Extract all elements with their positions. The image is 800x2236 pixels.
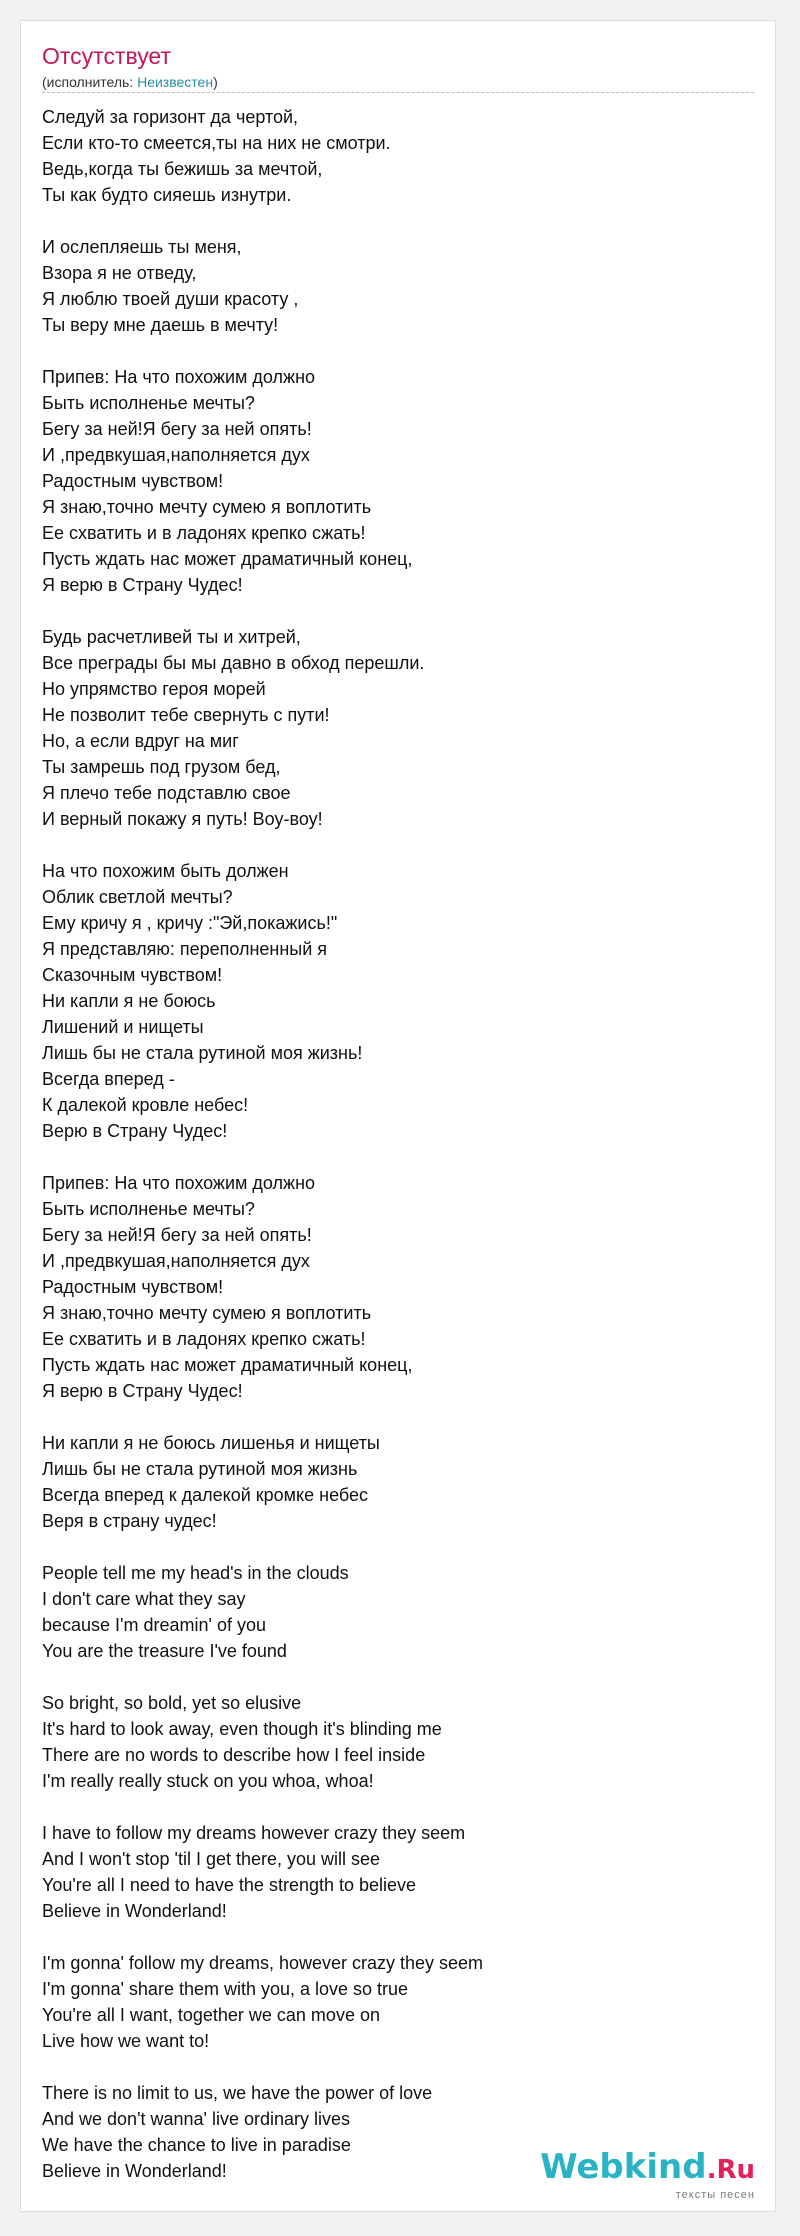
logo-tagline: тексты песен xyxy=(675,2189,755,2201)
lyric-line: Лишь бы не стала рутиной моя жизнь xyxy=(42,1459,358,1479)
lyrics-stanza xyxy=(42,234,742,338)
lyrics-stanza xyxy=(42,1690,742,1794)
lyric-line: You are the treasure I've found xyxy=(42,1641,287,1661)
lyric-line: Радостным чувством! xyxy=(42,1277,224,1297)
artist-prefix: (исполнитель: xyxy=(42,74,138,90)
lyric-line: Взора я не отведу, xyxy=(42,263,197,283)
lyric-line: Все преграды бы мы давно в обход перешли. xyxy=(42,653,425,673)
lyric-line: Лишений и нищеты xyxy=(42,1017,204,1037)
lyric-line: Я верю в Страну Чудес! xyxy=(42,575,243,595)
lyric-line: Сказочным чувством! xyxy=(42,965,223,985)
lyric-line: I'm gonna' follow my dreams, however crazy they seem xyxy=(42,1953,484,1973)
lyric-line: It's hard to look away, even though it's blinding me xyxy=(42,1719,442,1739)
lyric-line: Следуй за горизонт да чертой, xyxy=(42,107,299,127)
lyric-line: So bright, so bold, yet so elusive xyxy=(42,1693,302,1713)
lyric-line: Пусть ждать нас может драматичный конец, xyxy=(42,549,413,569)
lyric-line: Ты замрешь под грузом бед, xyxy=(42,757,281,777)
lyric-line: Ты как будто сияешь изнутри. xyxy=(42,185,292,205)
lyric-line: Ее схватить и в ладонях крепко сжать! xyxy=(42,523,366,543)
lyric-line: And we don't wanna' live ordinary lives xyxy=(42,2109,351,2129)
lyric-line: Веря в страну чудес! xyxy=(42,1511,217,1531)
lyric-line: На что похожим быть должен xyxy=(42,861,289,881)
lyrics-stanza xyxy=(42,1950,742,2054)
title-divider xyxy=(42,92,754,93)
artist-suffix: ) xyxy=(213,74,218,90)
lyric-line: Я плечо тебе подставлю свое xyxy=(42,783,291,803)
lyric-line: Ему кричу я , кричу :"Эй,покажись!" xyxy=(42,913,338,933)
lyric-line: Всегда вперед к далекой кромке небес xyxy=(42,1485,369,1505)
lyric-line: And I won't stop 'til I get there, you will see xyxy=(42,1849,381,1869)
lyric-line: И верный покажу я путь! Воу-воу! xyxy=(42,809,323,829)
lyric-line: Не позволит тебе свернуть с пути! xyxy=(42,705,330,725)
lyrics-card xyxy=(20,20,776,2212)
lyric-line: И ослепляешь ты меня, xyxy=(42,237,242,257)
lyric-line: I'm gonna' share them with you, a love so true xyxy=(42,1979,409,1999)
lyric-line: И ,предвкушая,наполняется дух xyxy=(42,445,310,465)
lyric-line: Ее схватить и в ладонях крепко сжать! xyxy=(42,1329,366,1349)
lyric-line: И ,предвкушая,наполняется дух xyxy=(42,1251,310,1271)
lyrics-stanza xyxy=(42,624,742,832)
lyric-line: Я люблю твоей души красоту , xyxy=(42,289,299,309)
lyric-line: Ты веру мне даешь в мечту! xyxy=(42,315,279,335)
lyric-line: Облик светлой мечты? xyxy=(42,887,233,907)
lyric-line: Но, а если вдруг на миг xyxy=(42,731,239,751)
lyric-line: Бегу за ней!Я бегу за ней опять! xyxy=(42,419,312,439)
lyric-line: Будь расчетливей ты и хитрей, xyxy=(42,627,301,647)
artist-link[interactable]: Неизвестен xyxy=(137,74,214,90)
lyric-line: Припев: На что похожим должно xyxy=(42,367,316,387)
lyric-line: Пусть ждать нас может драматичный конец, xyxy=(42,1355,413,1375)
lyric-line: Believe in Wonderland! xyxy=(42,1901,227,1921)
lyric-line: Live how we want to! xyxy=(42,2031,210,2051)
lyric-line: Верю в Страну Чудес! xyxy=(42,1121,228,1141)
lyric-line: Я представляю: переполненный я xyxy=(42,939,328,959)
lyric-line: I have to follow my dreams however crazy they seem xyxy=(42,1823,466,1843)
lyrics-stanza xyxy=(42,1170,742,1404)
lyric-line: You're all I want, together we can move on xyxy=(42,2005,380,2025)
lyric-line: Всегда вперед - xyxy=(42,1069,175,1089)
lyric-line: Я знаю,точно мечту сумею я воплотить xyxy=(42,1303,372,1323)
webkind-logo[interactable] xyxy=(540,2147,755,2201)
lyrics-stanza xyxy=(42,104,742,208)
lyric-line: Быть исполненье мечты? xyxy=(42,1199,255,1219)
lyrics-body xyxy=(42,104,742,2210)
lyric-line: There are no words to describe how I feel inside xyxy=(42,1745,426,1765)
lyrics-stanza xyxy=(42,364,742,598)
lyric-line: I don't care what they say xyxy=(42,1589,246,1609)
lyric-line: Я верю в Страну Чудес! xyxy=(42,1381,243,1401)
lyric-line: I'm really really stuck on you whoa, whoa! xyxy=(42,1771,374,1791)
lyric-line: Но упрямство героя морей xyxy=(42,679,266,699)
logo-main-text: Webkind xyxy=(540,2147,707,2187)
lyric-line: Бегу за ней!Я бегу за ней опять! xyxy=(42,1225,312,1245)
logo-tld: .Ru xyxy=(706,2155,755,2185)
lyric-line: because I'm dreamin' of you xyxy=(42,1615,266,1635)
song-title: Отсутствует xyxy=(42,43,171,69)
lyric-line: Believe in Wonderland! xyxy=(42,2161,227,2181)
lyrics-stanza xyxy=(42,858,742,1144)
artist-line xyxy=(42,72,218,92)
lyric-line: Радостным чувством! xyxy=(42,471,224,491)
lyric-line: Ни капли я не боюсь xyxy=(42,991,216,1011)
lyric-line: Ни капли я не боюсь лишенья и нищеты xyxy=(42,1433,380,1453)
lyrics-stanza xyxy=(42,1820,742,1924)
lyric-line: You're all I need to have the strength to believe xyxy=(42,1875,417,1895)
lyrics-stanza xyxy=(42,1430,742,1534)
lyric-line: We have the chance to live in paradise xyxy=(42,2135,351,2155)
lyric-line: Лишь бы не стала рутиной моя жизнь! xyxy=(42,1043,363,1063)
logo-wordmark xyxy=(540,2147,755,2187)
lyric-line: Если кто-то смеется,ты на них не смотри. xyxy=(42,133,391,153)
lyric-line: К далекой кровле небес! xyxy=(42,1095,249,1115)
lyric-line: Я знаю,точно мечту сумею я воплотить xyxy=(42,497,372,517)
lyric-line: Быть исполненье мечты? xyxy=(42,393,255,413)
lyric-line: Припев: На что похожим должно xyxy=(42,1173,316,1193)
lyric-line: There is no limit to us, we have the power of love xyxy=(42,2083,433,2103)
lyric-line: People tell me my head's in the clouds xyxy=(42,1563,349,1583)
lyrics-stanza xyxy=(42,1560,742,1664)
lyric-line: Ведь,когда ты бежишь за мечтой, xyxy=(42,159,323,179)
